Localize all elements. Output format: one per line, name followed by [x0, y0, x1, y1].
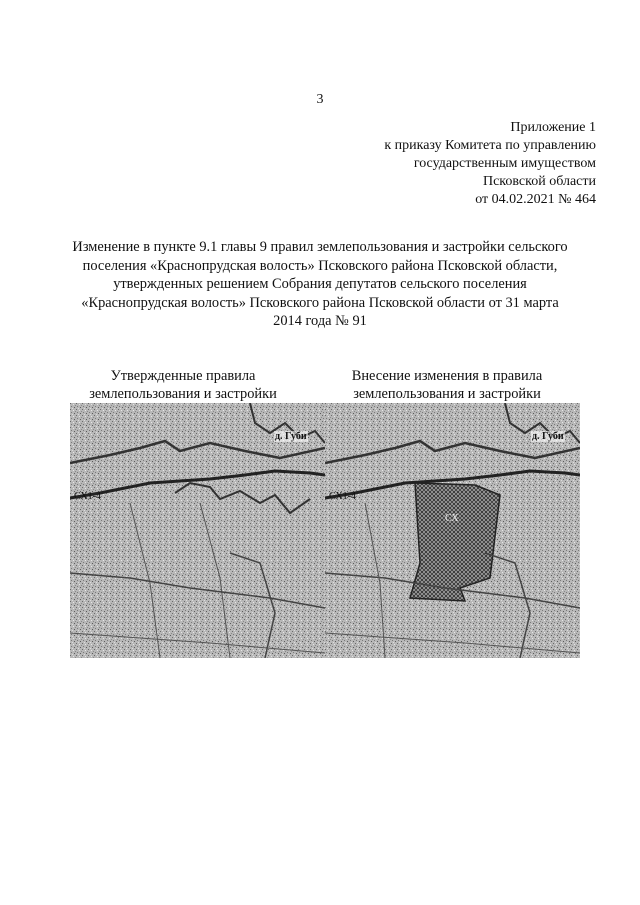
title-line: Изменение в пункте 9.1 главы 9 правил землепользования и застройки сельского	[72, 239, 568, 255]
title-line: утвержденных решением Собрания депутатов сельского поселения	[113, 276, 527, 292]
caption-amended-rules	[322, 368, 572, 403]
zone-label: СХ1-4	[74, 491, 101, 502]
appendix-block	[296, 119, 596, 209]
appendix-line: от 04.02.2021 № 464	[475, 192, 596, 207]
zone-label: СХ1-4	[329, 491, 356, 502]
title-line: 2014 года № 91	[273, 313, 367, 329]
page-number: 3	[316, 92, 324, 107]
caption-line: землепользования и застройки	[89, 385, 277, 402]
village-label: д. Губи	[532, 431, 564, 442]
new-zone-label: СХ	[445, 513, 459, 524]
appendix-line: Псковской области	[482, 174, 596, 189]
village-label: д. Губи	[275, 431, 307, 442]
appendix-line: к приказу Комитета по управлению	[384, 138, 596, 153]
caption-line: Внесение изменения в правила	[351, 368, 543, 384]
document-title	[40, 238, 600, 331]
appendix-line: государственным имуществом	[413, 156, 596, 171]
map-comparison	[70, 403, 580, 658]
title-line: «Краснопрудская волость» Псковского района Псковской области от 31 марта	[81, 294, 559, 311]
appendix-line: Приложение 1	[510, 120, 596, 135]
title-line: поселения «Краснопрудская волость» Псковского района Псковской области,	[82, 257, 558, 274]
map-approved	[70, 403, 325, 658]
caption-approved-rules	[58, 368, 308, 403]
caption-line: Утвержденные правила	[110, 368, 256, 384]
caption-line: землепользования и застройки	[353, 385, 541, 402]
map-amended	[325, 403, 580, 658]
